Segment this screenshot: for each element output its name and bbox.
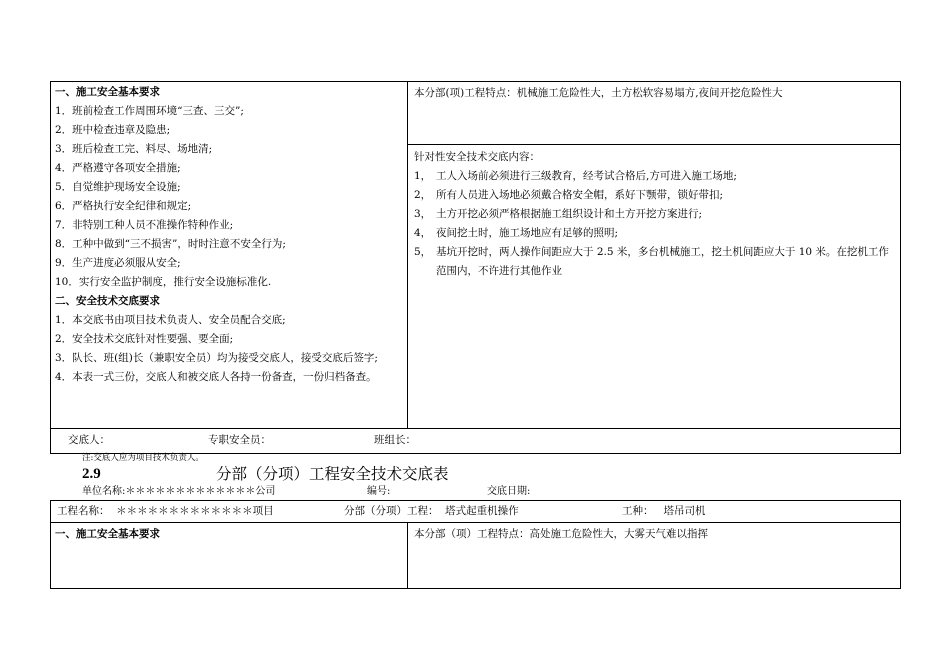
sub-project: 分部（分项）工程： 塔式起重机操作 [344, 505, 519, 517]
content-item [414, 167, 896, 186]
requirement-item: 8．工种中做到“三不损害”，时时注意不安全行为; [55, 238, 286, 250]
left-column [55, 83, 405, 387]
section2-heading: 二、安全技术交底要求 [55, 295, 160, 307]
table2-header-divider [50, 522, 901, 523]
column-divider [407, 81, 408, 428]
item-number: 3， [414, 208, 432, 220]
table2-section1-heading: 一、施工安全基本要求 [55, 528, 160, 540]
disclosure-item: 2．安全技术交底针对性要强、要全面; [55, 333, 234, 345]
section1-heading: 一、施工安全基本要求 [55, 86, 160, 98]
content-item [414, 243, 896, 281]
requirement-item: 2．班中检查违章及隐患; [55, 124, 171, 136]
unit-name: 单位名称:＊＊＊＊＊＊＊＊＊＊＊＊＊公司 [82, 486, 276, 497]
content-item [414, 224, 896, 243]
disclosure-item: 3．队长、班(组)长（兼职安全员）均为接受交底人，接受交底后签字; [55, 352, 378, 364]
requirement-item: 4．严格遵守各项安全措施; [55, 162, 181, 174]
serial-number-label: 编号: [367, 486, 391, 497]
table2-column-divider [407, 522, 408, 589]
content-item [414, 205, 896, 224]
requirement-item: 5．自觉维护现场安全设施; [55, 181, 181, 193]
requirement-item: 9．生产进度必须服从安全; [55, 257, 181, 269]
content-section [414, 148, 896, 281]
disclosure-item: 4．本表一式三份，交底人和被交底人各持一份备查，一份归档备查。 [55, 371, 377, 383]
footnote: 注:交底人应为项目技术负责人。 [82, 453, 204, 463]
disclosure-date-label: 交底日期: [487, 486, 531, 497]
content-heading: 针对性安全技术交底内容： [414, 151, 540, 163]
requirement-item: 3．班后检查工完、料尽、场地清; [55, 143, 213, 155]
trade: 工种： 塔吊司机 [622, 505, 706, 517]
team-leader-label: 班组长： [374, 434, 416, 446]
item-number: 2， [414, 189, 432, 201]
form-number: 2.9 [82, 466, 101, 482]
item-text: 基坑开挖时，两人操作间距应大于 2.5 米，多台机械施工，挖土机间距应大于 10 米。在挖机工作范围内，不许进行其他作业 [436, 246, 889, 277]
requirement-item: 7．非特别工种人员不准操作特种作业; [55, 219, 234, 231]
project-features: 本分部(项)工程特点：机械施工危险性大，土方松软容易塌方,夜间开挖危险性大 [414, 87, 783, 99]
item-text: 土方开挖必须严格根据施工组织设计和土方开挖方案进行; [436, 208, 703, 220]
row-divider-right [407, 144, 901, 145]
requirement-item: 10．实行安全监护制度，推行安全设施标准化. [55, 276, 272, 288]
item-text: 工人入场前必须进行三级教育，经考试合格后,方可进入施工场地; [436, 170, 737, 182]
item-number: 4， [414, 227, 432, 239]
item-text: 夜间挖土时，施工场地应有足够的照明; [436, 227, 619, 239]
item-number: 5， [414, 246, 432, 258]
item-text: 所有人员进入场地必须戴合格安全帽，系好下颚带，锁好带扣; [436, 189, 724, 201]
requirement-item: 1．班前检查工作周围环境“三查、三交”; [55, 105, 244, 117]
form-title: 分部（分项）工程安全技术交底表 [216, 465, 449, 483]
item-number: 1， [414, 170, 432, 182]
safety-officer-label: 专职安全员： [208, 434, 271, 446]
discloser-label: 交底人： [68, 434, 110, 446]
table2-project-features: 本分部（项）工程特点：高处施工危险性大，大雾天气难以指挥 [414, 528, 708, 540]
requirement-item: 6．严格执行安全纪律和规定; [55, 200, 192, 212]
signature-row-divider [50, 428, 901, 429]
content-item [414, 186, 896, 205]
disclosure-item: 1．本交底书由项目技术负责人、安全员配合交底; [55, 314, 286, 326]
project-name: 工程名称： ＊＊＊＊＊＊＊＊＊＊＊＊＊项目 [57, 505, 274, 517]
